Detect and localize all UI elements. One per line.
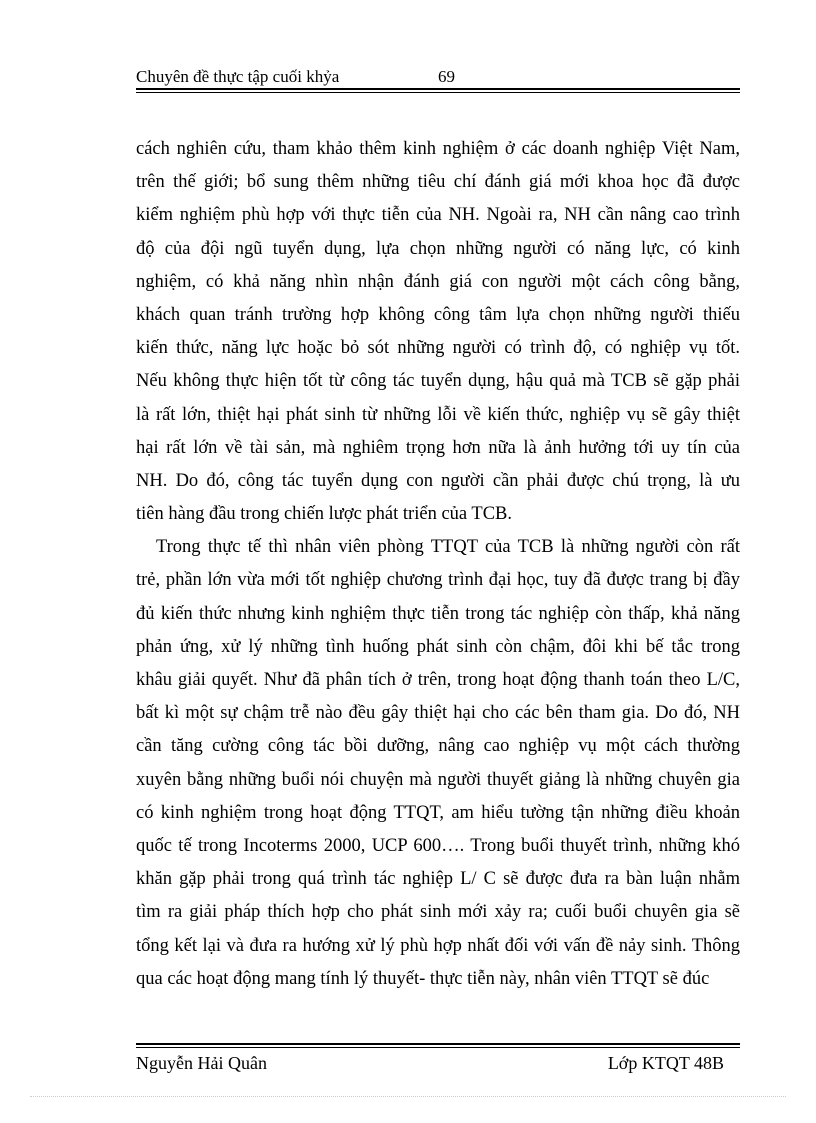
paragraph-1 xyxy=(136,133,740,531)
page-edge-divider xyxy=(30,1096,786,1097)
paragraph-2 xyxy=(136,531,740,996)
text-line: phản ứng, xử lý những tình huống phát sinh còn chậm, đôi khi bế tắc trong xyxy=(136,636,740,657)
text-line: khách quan tránh trường hợp không công tâm lựa chọn những người thiếu xyxy=(136,304,740,325)
text-line: khâu giải quyết. Như đã phân tích ở trên, trong hoạt động thanh toán theo L/C, xyxy=(136,670,740,690)
text-line: nghiệm, có khả năng nhìn nhận đánh giá con người một cách công bằng, xyxy=(136,271,740,292)
text-line: Trong thực tế thì nhân viên phòng TTQT của TCB là những người còn rất xyxy=(156,537,740,558)
text-line: độ của đội ngũ tuyển dụng, lựa chọn những người có năng lực, có kinh xyxy=(136,238,740,259)
author-name: Nguyễn Hải Quân xyxy=(136,1053,267,1073)
header-rule-thick xyxy=(136,88,740,90)
text-line: cách nghiên cứu, tham khảo thêm kinh nghiệm ở các doanh nghiệp Việt Nam, xyxy=(136,139,740,159)
footer-rule-thick xyxy=(136,1043,740,1045)
class-name: Lớp KTQT 48B xyxy=(607,1053,724,1073)
text-line: là rất lớn, thiệt hại phát sinh từ những lỗi về kiến thức, nghiệp vụ sẽ gây thiệt xyxy=(136,404,740,425)
header-rule-thin xyxy=(136,92,740,93)
text-line: NH. Do đó, công tác tuyển dụng con người cần phải được chú trọng, là ưu xyxy=(136,470,740,491)
text-line: khăn gặp phải trong quá trình tác nghiệp L/ C sẽ được đưa ra bàn luận nhằm xyxy=(136,869,740,890)
text-line: hại rất lớn về tài sản, mà nghiêm trọng hơn nữa là ảnh hưởng tới uy tín của xyxy=(136,437,740,458)
text-line: Nếu không thực hiện tốt từ công tác tuyển dụng, hậu quả mà TCB sẽ gặp phải xyxy=(136,371,740,392)
text-line: trên thế giới; bổ sung thêm những tiêu chí đánh giá mới khoa học đã được xyxy=(136,172,740,193)
text-line: cần tăng cường công tác bồi dưỡng, nâng cao nghiệp vụ một cách thường xyxy=(136,736,740,757)
text-line: kiến thức, năng lực hoặc bỏ sót những người có trình độ, có nghiệp vụ tốt. xyxy=(136,338,740,359)
text-line: qua các hoạt động mang tính lý thuyết- thực tiễn này, nhân viên TTQT sẽ đúc xyxy=(136,968,710,989)
page-number: 69 xyxy=(438,67,455,86)
text-line: tìm ra giải pháp thích hợp cho phát sinh mới xảy ra; cuối buổi chuyên gia sẽ xyxy=(136,902,740,923)
body-text xyxy=(136,133,740,996)
text-line: bất kì một sự chậm trễ nào đều gây thiệt hại cho các bên tham gia. Do đó, NH xyxy=(136,703,740,724)
page-footer xyxy=(136,1051,740,1075)
document-title: Chuyên đề thực tập cuối khỷa xyxy=(136,67,340,86)
text-line: có kinh nghiệm trong hoạt động TTQT, am hiểu tường tận những điều khoản xyxy=(136,802,740,823)
text-line: đủ kiến thức nhưng kinh nghiệm thực tiễn trong tác nghiệp còn thấp, khả năng xyxy=(136,603,740,624)
text-line: xuyên bằng những buổi nói chuyện mà người thuyết giảng là những chuyên gia xyxy=(136,769,740,790)
page-header xyxy=(136,66,740,88)
text-line: quốc tế trong Incoterms 2000, UCP 600…. Trong buổi thuyết trình, những khó xyxy=(136,835,740,856)
text-line: tiên hàng đầu trong chiến lược phát triển của TCB. xyxy=(136,504,513,525)
text-line: tổng kết lại và đưa ra hướng xử lý phù hợp nhất đối với vấn đề nảy sinh. Thông xyxy=(136,935,740,956)
text-line: trẻ, phần lớn vừa mới tốt nghiệp chương trình đại học, tuy đã được trang bị đầy xyxy=(136,570,740,591)
footer-rule-thin xyxy=(136,1047,740,1048)
text-line: kiểm nghiệm phù hợp với thực tiễn của NH. Ngoài ra, NH cần nâng cao trình xyxy=(136,205,740,226)
